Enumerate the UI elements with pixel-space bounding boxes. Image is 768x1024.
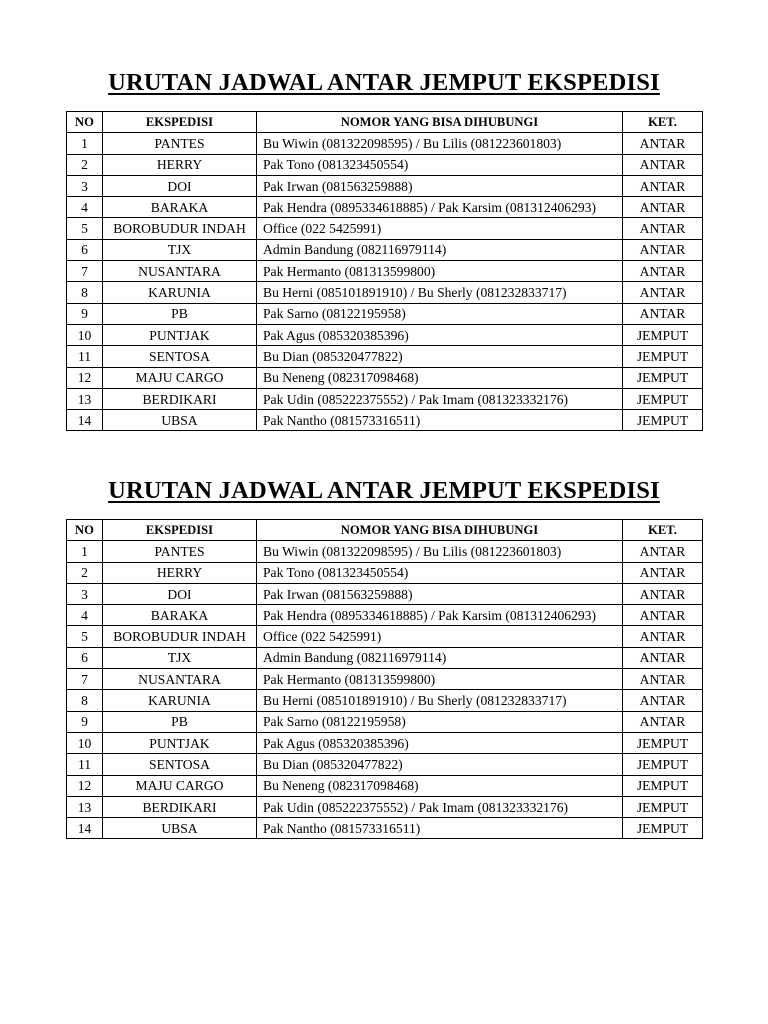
cell-ket: ANTAR bbox=[623, 154, 703, 175]
cell-nomor: Pak Sarno (08122195958) bbox=[257, 711, 623, 732]
cell-nomor: Pak Nantho (081573316511) bbox=[257, 818, 623, 839]
cell-no: 9 bbox=[67, 711, 103, 732]
column-header-no: NO bbox=[67, 112, 103, 133]
cell-ekspedisi: MAJU CARGO bbox=[103, 775, 257, 796]
table-row bbox=[67, 197, 703, 218]
column-header-no: NO bbox=[67, 520, 103, 541]
cell-ket: ANTAR bbox=[623, 239, 703, 260]
cell-ket: ANTAR bbox=[623, 626, 703, 647]
cell-ekspedisi: BERDIKARI bbox=[103, 796, 257, 817]
cell-ekspedisi: DOI bbox=[103, 175, 257, 196]
column-header-ket: KET. bbox=[623, 112, 703, 133]
cell-ket: ANTAR bbox=[623, 261, 703, 282]
cell-ekspedisi: PUNTJAK bbox=[103, 324, 257, 345]
cell-ekspedisi: KARUNIA bbox=[103, 282, 257, 303]
cell-ekspedisi: MAJU CARGO bbox=[103, 367, 257, 388]
cell-ket: ANTAR bbox=[623, 711, 703, 732]
cell-ket: ANTAR bbox=[623, 647, 703, 668]
table-row bbox=[67, 732, 703, 753]
cell-ekspedisi: KARUNIA bbox=[103, 690, 257, 711]
cell-nomor: Bu Wiwin (081322098595) / Bu Lilis (081223601803) bbox=[257, 541, 623, 562]
cell-nomor: Pak Udin (085222375552) / Pak Imam (081323332176) bbox=[257, 796, 623, 817]
table-row bbox=[67, 303, 703, 324]
table-header-row bbox=[67, 520, 703, 541]
table-row bbox=[67, 562, 703, 583]
cell-no: 10 bbox=[67, 324, 103, 345]
column-header-nomor: NOMOR YANG BISA DIHUBUNGI bbox=[257, 112, 623, 133]
cell-no: 3 bbox=[67, 175, 103, 196]
cell-no: 1 bbox=[67, 541, 103, 562]
table-row bbox=[67, 818, 703, 839]
cell-nomor: Bu Dian (085320477822) bbox=[257, 754, 623, 775]
cell-ekspedisi: PB bbox=[103, 711, 257, 732]
cell-no: 6 bbox=[67, 647, 103, 668]
cell-ket: ANTAR bbox=[623, 218, 703, 239]
table-row bbox=[67, 583, 703, 604]
cell-ket: ANTAR bbox=[623, 303, 703, 324]
table-row bbox=[67, 690, 703, 711]
table-body bbox=[67, 541, 703, 839]
cell-ekspedisi: NUSANTARA bbox=[103, 669, 257, 690]
cell-no: 2 bbox=[67, 154, 103, 175]
page-title: URUTAN JADWAL ANTAR JEMPUT EKSPEDISI bbox=[108, 69, 660, 96]
table-row bbox=[67, 754, 703, 775]
table-row bbox=[67, 626, 703, 647]
cell-no: 6 bbox=[67, 239, 103, 260]
table-row bbox=[67, 647, 703, 668]
cell-no: 8 bbox=[67, 282, 103, 303]
cell-ket: JEMPUT bbox=[623, 367, 703, 388]
cell-ekspedisi: PB bbox=[103, 303, 257, 324]
cell-ekspedisi: PANTES bbox=[103, 133, 257, 154]
cell-nomor: Office (022 5425991) bbox=[257, 218, 623, 239]
cell-ket: JEMPUT bbox=[623, 732, 703, 753]
cell-ekspedisi: UBSA bbox=[103, 818, 257, 839]
cell-nomor: Bu Dian (085320477822) bbox=[257, 346, 623, 367]
cell-ket: JEMPUT bbox=[623, 346, 703, 367]
cell-ekspedisi: UBSA bbox=[103, 410, 257, 431]
table-row bbox=[67, 410, 703, 431]
cell-ket: JEMPUT bbox=[623, 388, 703, 409]
cell-ekspedisi: PUNTJAK bbox=[103, 732, 257, 753]
cell-ket: ANTAR bbox=[623, 282, 703, 303]
cell-nomor: Bu Herni (085101891910) / Bu Sherly (081232833717) bbox=[257, 690, 623, 711]
table-header-row bbox=[67, 112, 703, 133]
cell-ekspedisi: BERDIKARI bbox=[103, 388, 257, 409]
cell-nomor: Pak Hendra (0895334618885) / Pak Karsim (081312406293) bbox=[257, 197, 623, 218]
cell-nomor: Pak Hermanto (081313599800) bbox=[257, 669, 623, 690]
cell-no: 12 bbox=[67, 775, 103, 796]
cell-nomor: Pak Agus (085320385396) bbox=[257, 732, 623, 753]
page-title: URUTAN JADWAL ANTAR JEMPUT EKSPEDISI bbox=[108, 477, 660, 504]
table-row bbox=[67, 261, 703, 282]
table-row bbox=[67, 133, 703, 154]
cell-no: 11 bbox=[67, 754, 103, 775]
cell-nomor: Pak Irwan (081563259888) bbox=[257, 175, 623, 196]
table-row bbox=[67, 775, 703, 796]
cell-nomor: Bu Neneng (082317098468) bbox=[257, 367, 623, 388]
cell-no: 5 bbox=[67, 626, 103, 647]
cell-nomor: Pak Udin (085222375552) / Pak Imam (081323332176) bbox=[257, 388, 623, 409]
cell-no: 14 bbox=[67, 410, 103, 431]
table-row bbox=[67, 796, 703, 817]
cell-nomor: Pak Sarno (08122195958) bbox=[257, 303, 623, 324]
cell-no: 9 bbox=[67, 303, 103, 324]
schedule-table bbox=[66, 111, 703, 431]
table-row bbox=[67, 282, 703, 303]
cell-no: 3 bbox=[67, 583, 103, 604]
cell-no: 12 bbox=[67, 367, 103, 388]
schedule-section-1 bbox=[66, 68, 702, 431]
cell-ket: JEMPUT bbox=[623, 818, 703, 839]
column-header-ekspedisi: EKSPEDISI bbox=[103, 112, 257, 133]
cell-ekspedisi: NUSANTARA bbox=[103, 261, 257, 282]
schedule-table bbox=[66, 519, 703, 839]
cell-no: 13 bbox=[67, 388, 103, 409]
cell-ekspedisi: SENTOSA bbox=[103, 754, 257, 775]
cell-ket: ANTAR bbox=[623, 669, 703, 690]
cell-ekspedisi: BARAKA bbox=[103, 197, 257, 218]
cell-ket: ANTAR bbox=[623, 562, 703, 583]
cell-no: 1 bbox=[67, 133, 103, 154]
cell-ket: ANTAR bbox=[623, 175, 703, 196]
cell-ekspedisi: BOROBUDUR INDAH bbox=[103, 626, 257, 647]
cell-nomor: Bu Neneng (082317098468) bbox=[257, 775, 623, 796]
cell-ket: ANTAR bbox=[623, 541, 703, 562]
cell-ekspedisi: HERRY bbox=[103, 154, 257, 175]
cell-nomor: Admin Bandung (082116979114) bbox=[257, 239, 623, 260]
cell-nomor: Admin Bandung (082116979114) bbox=[257, 647, 623, 668]
cell-ekspedisi: PANTES bbox=[103, 541, 257, 562]
table-row bbox=[67, 218, 703, 239]
cell-nomor: Pak Irwan (081563259888) bbox=[257, 583, 623, 604]
cell-nomor: Bu Wiwin (081322098595) / Bu Lilis (081223601803) bbox=[257, 133, 623, 154]
cell-ekspedisi: DOI bbox=[103, 583, 257, 604]
cell-no: 7 bbox=[67, 669, 103, 690]
cell-no: 5 bbox=[67, 218, 103, 239]
cell-nomor: Bu Herni (085101891910) / Bu Sherly (081232833717) bbox=[257, 282, 623, 303]
cell-nomor: Pak Hermanto (081313599800) bbox=[257, 261, 623, 282]
column-header-ekspedisi: EKSPEDISI bbox=[103, 520, 257, 541]
cell-ket: JEMPUT bbox=[623, 410, 703, 431]
table-row bbox=[67, 388, 703, 409]
cell-nomor: Pak Agus (085320385396) bbox=[257, 324, 623, 345]
cell-no: 4 bbox=[67, 605, 103, 626]
cell-ekspedisi: SENTOSA bbox=[103, 346, 257, 367]
cell-ket: ANTAR bbox=[623, 690, 703, 711]
cell-no: 13 bbox=[67, 796, 103, 817]
table-row bbox=[67, 324, 703, 345]
cell-no: 4 bbox=[67, 197, 103, 218]
cell-ekspedisi: HERRY bbox=[103, 562, 257, 583]
cell-no: 11 bbox=[67, 346, 103, 367]
cell-no: 14 bbox=[67, 818, 103, 839]
cell-ekspedisi: BOROBUDUR INDAH bbox=[103, 218, 257, 239]
table-row bbox=[67, 239, 703, 260]
table-row bbox=[67, 346, 703, 367]
cell-ket: ANTAR bbox=[623, 197, 703, 218]
cell-nomor: Pak Nantho (081573316511) bbox=[257, 410, 623, 431]
cell-ket: ANTAR bbox=[623, 133, 703, 154]
table-row bbox=[67, 541, 703, 562]
column-header-nomor: NOMOR YANG BISA DIHUBUNGI bbox=[257, 520, 623, 541]
cell-no: 10 bbox=[67, 732, 103, 753]
cell-ket: ANTAR bbox=[623, 605, 703, 626]
table-row bbox=[67, 669, 703, 690]
cell-ket: JEMPUT bbox=[623, 754, 703, 775]
table-row bbox=[67, 711, 703, 732]
table-row bbox=[67, 605, 703, 626]
cell-ekspedisi: BARAKA bbox=[103, 605, 257, 626]
table-row bbox=[67, 154, 703, 175]
cell-no: 8 bbox=[67, 690, 103, 711]
cell-no: 7 bbox=[67, 261, 103, 282]
cell-ket: JEMPUT bbox=[623, 775, 703, 796]
cell-nomor: Office (022 5425991) bbox=[257, 626, 623, 647]
cell-ket: JEMPUT bbox=[623, 796, 703, 817]
schedule-section-2 bbox=[66, 476, 702, 839]
table-row bbox=[67, 367, 703, 388]
cell-nomor: Pak Hendra (0895334618885) / Pak Karsim (081312406293) bbox=[257, 605, 623, 626]
cell-nomor: Pak Tono (081323450554) bbox=[257, 154, 623, 175]
column-header-ket: KET. bbox=[623, 520, 703, 541]
cell-nomor: Pak Tono (081323450554) bbox=[257, 562, 623, 583]
cell-no: 2 bbox=[67, 562, 103, 583]
cell-ket: JEMPUT bbox=[623, 324, 703, 345]
cell-ekspedisi: TJX bbox=[103, 647, 257, 668]
cell-ekspedisi: TJX bbox=[103, 239, 257, 260]
table-body bbox=[67, 133, 703, 431]
cell-ket: ANTAR bbox=[623, 583, 703, 604]
table-row bbox=[67, 175, 703, 196]
